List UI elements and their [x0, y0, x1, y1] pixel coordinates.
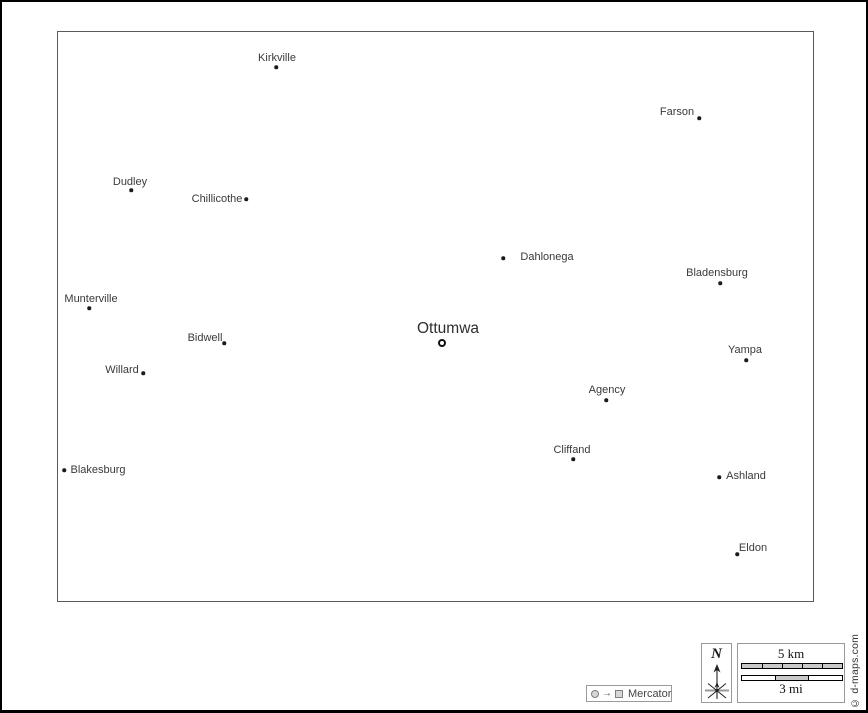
city-dot-ashland: [717, 475, 721, 479]
city-dot-bladensburg: [718, 281, 722, 285]
city-label-dudley: Dudley: [112, 176, 148, 188]
city-dot-farson: [697, 116, 701, 120]
city-dot-dudley: [129, 188, 133, 192]
city-label-farson: Farson: [659, 106, 695, 118]
city-dot-cliffand: [571, 457, 575, 461]
city-label-cliffand: Cliffand: [553, 444, 591, 456]
arrow-right-icon: →: [602, 687, 612, 699]
city-dot-kirkville: [274, 65, 278, 69]
city-label-blakesburg: Blakesburg: [70, 464, 126, 476]
city-label-yampa: Yampa: [727, 344, 763, 356]
compass-north-label: N: [711, 646, 722, 662]
city-dot-agency: [604, 398, 608, 402]
projection-label: Mercator: [628, 687, 672, 700]
city-dot-willard: [141, 371, 145, 375]
city-label-chillicothe: Chillicothe: [191, 193, 243, 205]
city-label-bidwell: Bidwell: [187, 332, 223, 344]
scale-km-label: 5 km: [777, 646, 805, 661]
city-label-ottumwa: Ottumwa: [416, 320, 480, 337]
city-label-ashland: Ashland: [726, 470, 766, 482]
km-scale-bar: [741, 663, 843, 669]
city-label-bladensburg: Bladensburg: [686, 267, 748, 279]
city-label-dahlonega: Dahlonega: [520, 251, 574, 263]
city-dot-blakesburg: [62, 468, 66, 472]
city-dot-bidwell: [222, 341, 226, 345]
city-label-kirkville: Kirkville: [258, 52, 296, 64]
compass-star-icon: [704, 663, 730, 701]
city-marker-ottumwa: [438, 339, 446, 347]
square-icon: [615, 690, 623, 698]
copyright-credit: © d-maps.com: [849, 633, 861, 709]
compass: [701, 643, 732, 703]
city-label-eldon: Eldon: [738, 542, 768, 554]
city-label-munterville: Munterville: [64, 293, 118, 305]
city-label-agency: Agency: [588, 384, 626, 396]
projection-legend: [586, 685, 672, 702]
circle-icon: [591, 690, 599, 698]
scale-bar: [737, 643, 845, 703]
city-dot-chillicothe: [244, 197, 248, 201]
city-dot-yampa: [744, 358, 748, 362]
city-label-willard: Willard: [105, 364, 139, 376]
scale-mi-label: 3 mi: [779, 681, 803, 696]
city-dot-dahlonega: [501, 256, 505, 260]
city-dot-munterville: [87, 306, 91, 310]
city-dot-eldon: [735, 552, 739, 556]
